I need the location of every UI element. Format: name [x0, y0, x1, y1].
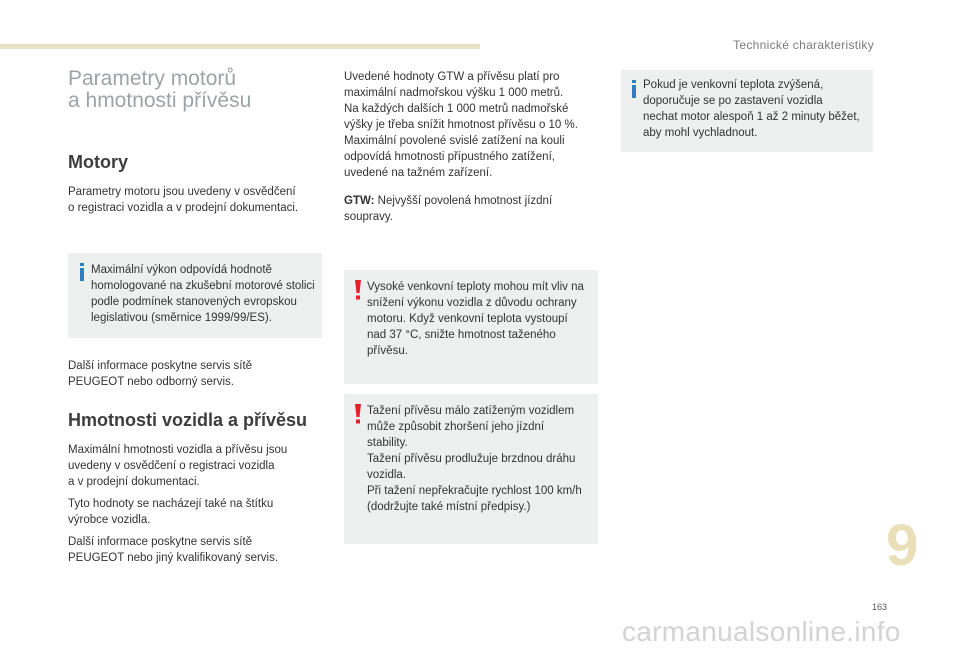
text-line: Parametry motoru jsou uvedeny v osvědčení: [68, 186, 296, 198]
info-icon: [76, 263, 88, 281]
warning-icon: [353, 280, 363, 300]
warning-icon: [353, 404, 363, 424]
text-line: Maximální hmotnosti vozidla a přívěsu jsou: [68, 444, 288, 456]
text-line: Další informace poskytne servis sítě: [68, 360, 253, 372]
text-line: Maximální povolené svislé zatížení na kouli: [344, 135, 565, 147]
page-title-line: a hmotnosti přívěsu: [68, 89, 252, 112]
page-number: 163: [872, 602, 888, 612]
page-title-line: Parametry motorů: [68, 67, 237, 90]
text-line: může způsobit zhoršení jeho jízdní: [367, 421, 545, 433]
text-line: PEUGEOT nebo odborný servis.: [68, 376, 234, 388]
hmotnosti-paragraph-2: [68, 496, 273, 528]
text-line: výšky je třeba snížit hmotnost přívěsu o 10 %.: [344, 119, 578, 131]
text-line: PEUGEOT nebo jiný kvalifikovaný servis.: [68, 552, 279, 564]
text-line: Pokud je venkovní teplota zvýšená,: [643, 79, 824, 91]
warning-box-temperature: [344, 270, 598, 384]
section-title: Technické charakteristiky: [733, 38, 874, 52]
text-line: Maximální výkon odpovídá hodnotě: [91, 264, 272, 276]
text-line: doporučuje se po zastavení vozidla: [643, 95, 823, 107]
text-line: Tažení přívěsu prodlužuje brzdnou dráhu: [367, 453, 576, 465]
text-line: Tyto hodnoty se nacházejí také na štítku: [68, 498, 274, 510]
info-box-vykon: [68, 253, 322, 338]
header-accent-bar: [0, 44, 480, 49]
hmotnosti-paragraph-1: [68, 442, 287, 490]
info-box-cooling: [621, 70, 873, 152]
text-line: uvedeny v osvědčení o registraci vozidla: [68, 460, 275, 472]
text-line: Další informace poskytne servis sítě: [68, 536, 253, 548]
motory-paragraph-2: [68, 358, 252, 390]
text-line: Při tažení nepřekračujte rychlost 100 km/h: [367, 485, 582, 497]
text-line: maximální nadmořskou výšku 1 000 metrů.: [344, 87, 564, 99]
warning-text: [367, 279, 584, 359]
text-line: motoru. Když venkovní teplota vystoupí: [367, 313, 568, 325]
text-line: [344, 193, 552, 209]
heading-hmotnosti: Hmotnosti vozidla a přívěsu: [68, 410, 308, 430]
text-line: Tažení přívěsu málo zatíženým vozidlem: [367, 405, 575, 417]
text-line: výrobce vozidla.: [68, 514, 151, 526]
warning-text: [367, 403, 582, 515]
text-line: Na každých dalších 1 000 metrů nadmořské: [344, 103, 569, 115]
text-line: nad 37 °C, snižte hmotnost taženého: [367, 329, 556, 341]
text-line: a v prodejní dokumentaci.: [68, 476, 200, 488]
warning-box-towing: [344, 394, 598, 544]
text-line: podle podmínek stanovených evropskou: [91, 296, 297, 308]
gtw-text: Nejvyšší povolená hmotnost jízdní: [374, 195, 553, 207]
text-line: o registraci vozidla a v prodejní dokumentaci.: [68, 202, 299, 214]
heading-motory: Motory: [68, 152, 128, 172]
text-line: Vysoké venkovní teploty mohou mít vliv na: [367, 281, 584, 293]
text-line: homologované na zkušební motorové stolici: [91, 280, 315, 292]
text-line: odpovídá hmotnosti přípustného zatížení,: [344, 151, 555, 163]
motory-paragraph: [68, 184, 298, 216]
text-line: přívěsu.: [367, 345, 408, 357]
text-line: Uvedené hodnoty GTW a přívěsu platí pro: [344, 71, 560, 83]
text-line: (dodržujte také místní předpisy.): [367, 501, 531, 513]
text-line: stability.: [367, 437, 408, 449]
hmotnosti-paragraph-3: [68, 534, 278, 566]
watermark: carmanualsonline.info: [622, 616, 901, 647]
text-line: snížení výkonu vozidla z důvodu ochrany: [367, 297, 577, 309]
info-icon: [628, 80, 640, 98]
page-title: [68, 68, 251, 112]
text-line: aby mohl vychladnout.: [643, 127, 758, 139]
text-line: soupravy.: [344, 211, 394, 223]
text-line: nechat motor alespoň 1 až 2 minuty běžet,: [643, 111, 860, 123]
info-box-text: [91, 262, 315, 326]
info-box-text: [643, 77, 860, 141]
text-line: uvedené na tažném zařízení.: [344, 167, 493, 179]
text-line: legislativou (směrnice 1999/99/ES).: [91, 312, 272, 324]
gtw-definition: [344, 193, 552, 225]
gtw-label: GTW:: [344, 195, 375, 207]
gtw-paragraph: [344, 69, 578, 181]
text-line: vozidla.: [367, 469, 406, 481]
chapter-number: 9: [886, 513, 919, 578]
